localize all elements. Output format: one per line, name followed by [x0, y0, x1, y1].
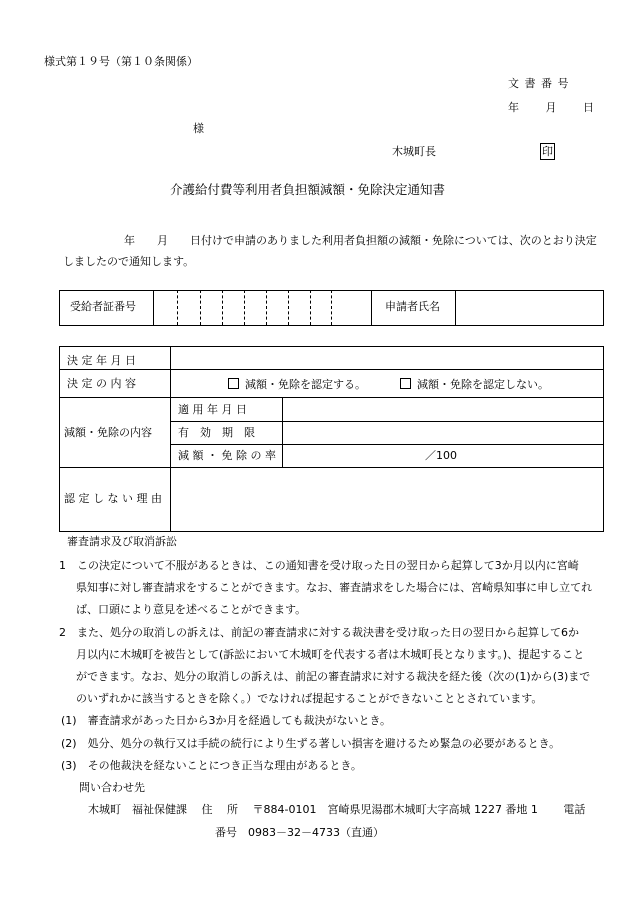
date-month: 月 — [545, 101, 557, 114]
rate-value[interactable]: ／100 — [425, 449, 457, 462]
recipient-suffix: 様 — [193, 122, 204, 135]
contact-heading: 問い合わせ先 — [79, 781, 145, 794]
appeal-p2-line: のいずれかに該当するときを除く。）でなければ提起することができないこととされています。 — [76, 692, 543, 705]
denial-reason-label: 認 定 し な い 理 由 — [64, 492, 162, 505]
page-title: 介護給付費等利用者負担額減額・免除決定通知書 — [170, 182, 446, 197]
cert-number-label: 受給者証番号 — [70, 300, 136, 313]
appeal-p1-line: ば、口頭により意見を述べることができます。 — [76, 603, 307, 616]
decision-content-label: 決 定 の 内 容 — [67, 377, 136, 390]
deny-checkbox[interactable] — [400, 378, 411, 389]
apply-date-label: 適 用 年 月 日 — [178, 403, 247, 416]
rate-label: 減 額 ・ 免 除 の 率 — [178, 449, 276, 462]
approve-checkbox[interactable] — [228, 378, 239, 389]
date-year: 年 — [508, 101, 519, 114]
validity-field[interactable] — [283, 422, 602, 444]
date-line — [508, 99, 594, 115]
date-day: 日 — [583, 101, 594, 114]
denial-reason-field[interactable] — [171, 468, 602, 530]
intro-line-1: 年 月 日付けで申請のありました利用者負担額の減額・免除については、次のとおり決定 — [124, 234, 597, 247]
apply-date-field[interactable] — [283, 398, 602, 421]
contact-line-2: 番号 0983－32－4733（直通） — [215, 826, 384, 839]
document-number-label: 文 書 番 号 — [508, 77, 570, 90]
appeal-heading: 審査請求及び取消訴訟 — [67, 535, 177, 548]
reduction-content-label: 減額・免除の内容 — [64, 426, 152, 439]
option-approve[interactable]: 減額・免除を認定する。 — [228, 378, 366, 390]
appeal-item: (3) その他裁決を経ないことにつき正当な理由があるとき。 — [61, 759, 362, 772]
appeal-p2-line: 2 また、処分の取消しの訴えは、前記の審査請求に対する裁決書を受け取った日の翌日から起算して6か — [59, 626, 579, 639]
option-deny[interactable]: 減額・免除を認定しない。 — [400, 378, 549, 390]
decision-date-label: 決 定 年 月 日 — [67, 354, 136, 367]
applicant-name-field[interactable] — [456, 291, 602, 324]
appeal-item: (1) 審査請求があった日から3か月を経過しても裁決がないとき。 — [61, 714, 392, 727]
appeal-p2-line: 月以内に木城町を被告として(訴訟において木城町を代表する者は木城町長となります。)、提起すること — [76, 648, 585, 661]
seal-mark: 印 — [542, 145, 553, 158]
validity-label: 有 効 期 限 — [178, 426, 255, 439]
decision-date-field[interactable] — [171, 347, 602, 369]
appeal-p2-line: ができます。なお、処分の取消しの訴えは、前記の審査請求に対する裁決を経た後（次の(1)から(3)まで — [76, 670, 591, 683]
appeal-p1-line: 県知事に対し審査請求をすることができます。なお、審査請求をした場合には、宮崎県知事に申し立てれ — [76, 581, 593, 594]
cert-number-field[interactable] — [154, 291, 370, 324]
applicant-name-label: 申請者氏名 — [385, 300, 440, 313]
appeal-item: (2) 処分、処分の執行又は手続の続行により生ずる著しい損害を避けるため緊急の必要があるとき。 — [61, 737, 561, 750]
intro-line-2: しましたので通知します。 — [63, 255, 195, 268]
issuer-name: 木城町長 — [392, 145, 436, 158]
contact-line-1: 木城町 福祉保健課 住 所 〒884-0101 宮崎県児湯郡木城町大字高城 1227 番地 1 電話 — [88, 803, 586, 816]
form-number: 様式第１９号（第１０条関係） — [44, 55, 198, 68]
appeal-p1-line: 1 この決定について不服があるときは、この通知書を受け取った日の翌日から起算して3か月以内に宮崎 — [59, 559, 579, 572]
